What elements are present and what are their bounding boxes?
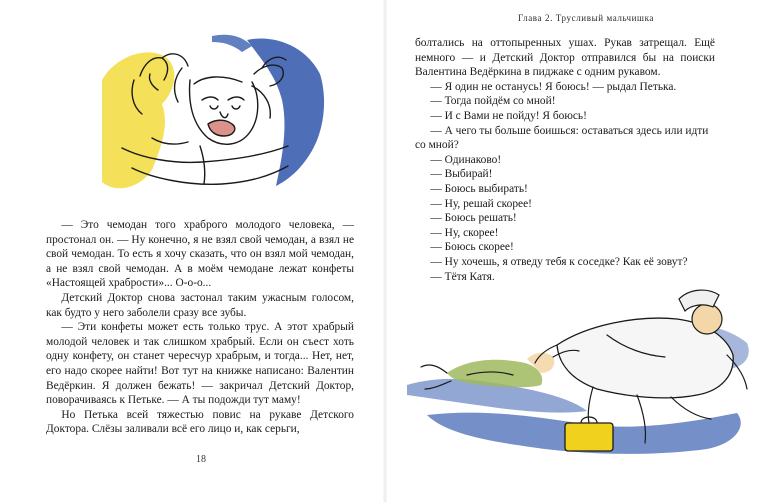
dialogue-line: — Боюсь решать!	[430, 212, 517, 225]
dialogue-line: — Одинаково!	[430, 153, 502, 166]
dialogue-line: — А чего ты больше боишься: оставаться здесь или идти со мной?	[415, 124, 709, 152]
dialogue-line: — Тётя Катя.	[430, 270, 495, 283]
dialogue-line: — Ну, скорее!	[430, 226, 499, 239]
doctor-running-with-boy-icon	[407, 285, 757, 465]
dialogue-line: — Выбирай!	[430, 168, 493, 181]
dialogue-line: — Боюсь скорее!	[430, 241, 514, 254]
dialogue-line: — Тогда пойдём со мной!	[430, 95, 556, 108]
line-sketch-man-pulling-ears-icon	[92, 28, 332, 203]
left-body-text	[46, 218, 354, 437]
running-head: Глава 2. Трусливый мальчишка	[518, 13, 655, 23]
page-number: 18	[196, 454, 206, 465]
dialogue-line: — Боюсь выбирать!	[430, 182, 528, 195]
dialogue-block	[415, 80, 715, 284]
right-body-text	[415, 36, 715, 284]
dialogue-line: — Я один не останусь! Я боюсь! — рыдал Петька.	[430, 80, 677, 93]
dialogue-line: — Ну хочешь, я отведу тебя к соседке? Как её зовут?	[430, 255, 688, 268]
paragraph: Детский Доктор снова застонал таким ужасным голосом, как будто у него заболели сразу все зубы.	[46, 291, 354, 319]
paragraph: — Эти конфеты может есть только трус. А этот храбрый молодой человек и так слишком храбрый. Если он съест хоть одну конфету, он станет чересчур храбрым, и тогда... Нет, нет, его надо скорее найти! Вот тут на книжке написано: Валентин Ведёркин. Я должен бежать! — закричал Детский Доктор, поворачиваясь к Петьке. — А ты подожди тут маму!	[46, 321, 354, 407]
paragraph: болтались на оттопыренных ушах. Рукав затрещал. Ещё немного — и Детский Доктор отправился бы на поиски Валентина Ведёркина в пиджаке с одним рукавом.	[415, 37, 715, 79]
dialogue-line: — И с Вами не пойду! Я боюсь!	[430, 109, 587, 122]
paragraph: Но Петька всей тяжестью повис на рукаве Детского Доктора. Слёзы заливали всё его лицо и, как серьги,	[46, 408, 354, 436]
dialogue-line: — Ну, решай скорее!	[430, 197, 532, 210]
right-page	[385, 0, 770, 502]
paragraph: — Это чемодан того храброго молодого человека, — простонал он. — Ну конечно, я не взял свой чемодан, а взял не свой чемодан. То есть я хочу сказать, что он взял мой чемодан, а не взял свой чемодан. А в моём чемодане лежат конфеты «Настоящей храбрости»... О-о-о...	[46, 219, 354, 290]
